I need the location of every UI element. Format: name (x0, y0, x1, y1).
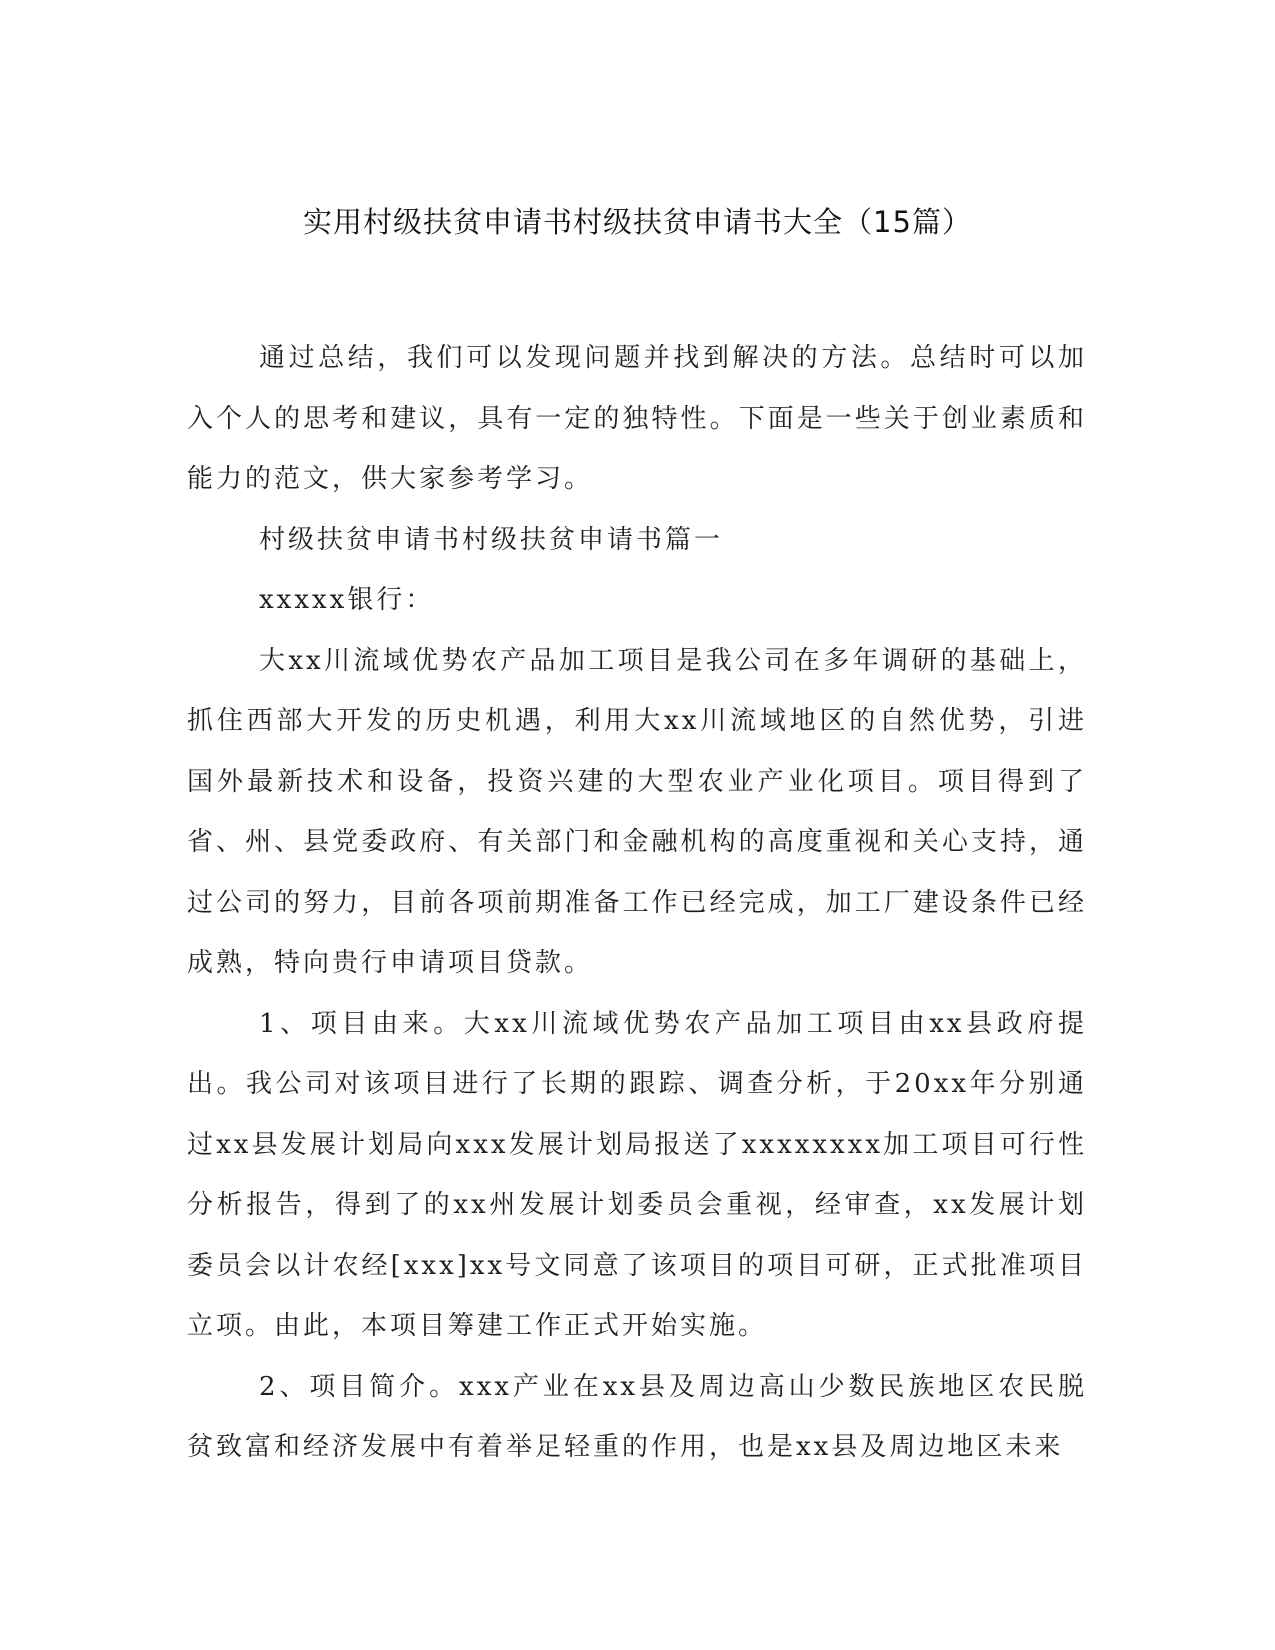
document-body (187, 328, 1087, 1478)
document-title: 实用村级扶贫申请书村级扶贫申请书大全（15篇） (303, 205, 972, 239)
salutation: xxxxx银行： (259, 585, 435, 615)
body-paragraph: 1、项目由来。大xx川流域优势农产品加工项目由xx县政府提出。我公司对该项目进行了长期的跟踪、调查分析，于20xx年分别通过xx县发展计划局向xxx发展计划局报送了xxxxxxxx加工项目可行性分析报告，得到了的xx州发展计划委员会重视，经审查，xx发展计划委员会以计农经[xxx]xx号文同意了该项目的项目可研，正式批准项目立项。由此，本项目筹建工作正式开始实施。 (187, 1008, 1087, 1341)
section-heading: 村级扶贫申请书村级扶贫申请书篇一 (259, 524, 724, 555)
body-paragraph: 2、项目简介。xxx产业在xx县及周边高山少数民族地区农民脱贫致富和经济发展中有着举足轻重的作用，也是xx县及周边地区未来 (187, 1371, 1087, 1462)
body-paragraph: 大xx川流域优势农产品加工项目是我公司在多年调研的基础上，抓住西部大开发的历史机遇，利用大xx川流域地区的自然优势，引进国外最新技术和设备，投资兴建的大型农业产业化项目。项目得到了省、州、县党委政府、有关部门和金融机构的高度重视和关心支持，通过公司的努力，目前各项前期准备工作已经完成，加工厂建设条件已经成熟，特向贵行申请项目贷款。 (187, 645, 1087, 978)
intro-paragraph: 通过总结，我们可以发现问题并找到解决的方法。总结时可以加入个人的思考和建议，具有一定的独特性。下面是一些关于创业素质和能力的范文，供大家参考学习。 (187, 343, 1087, 494)
